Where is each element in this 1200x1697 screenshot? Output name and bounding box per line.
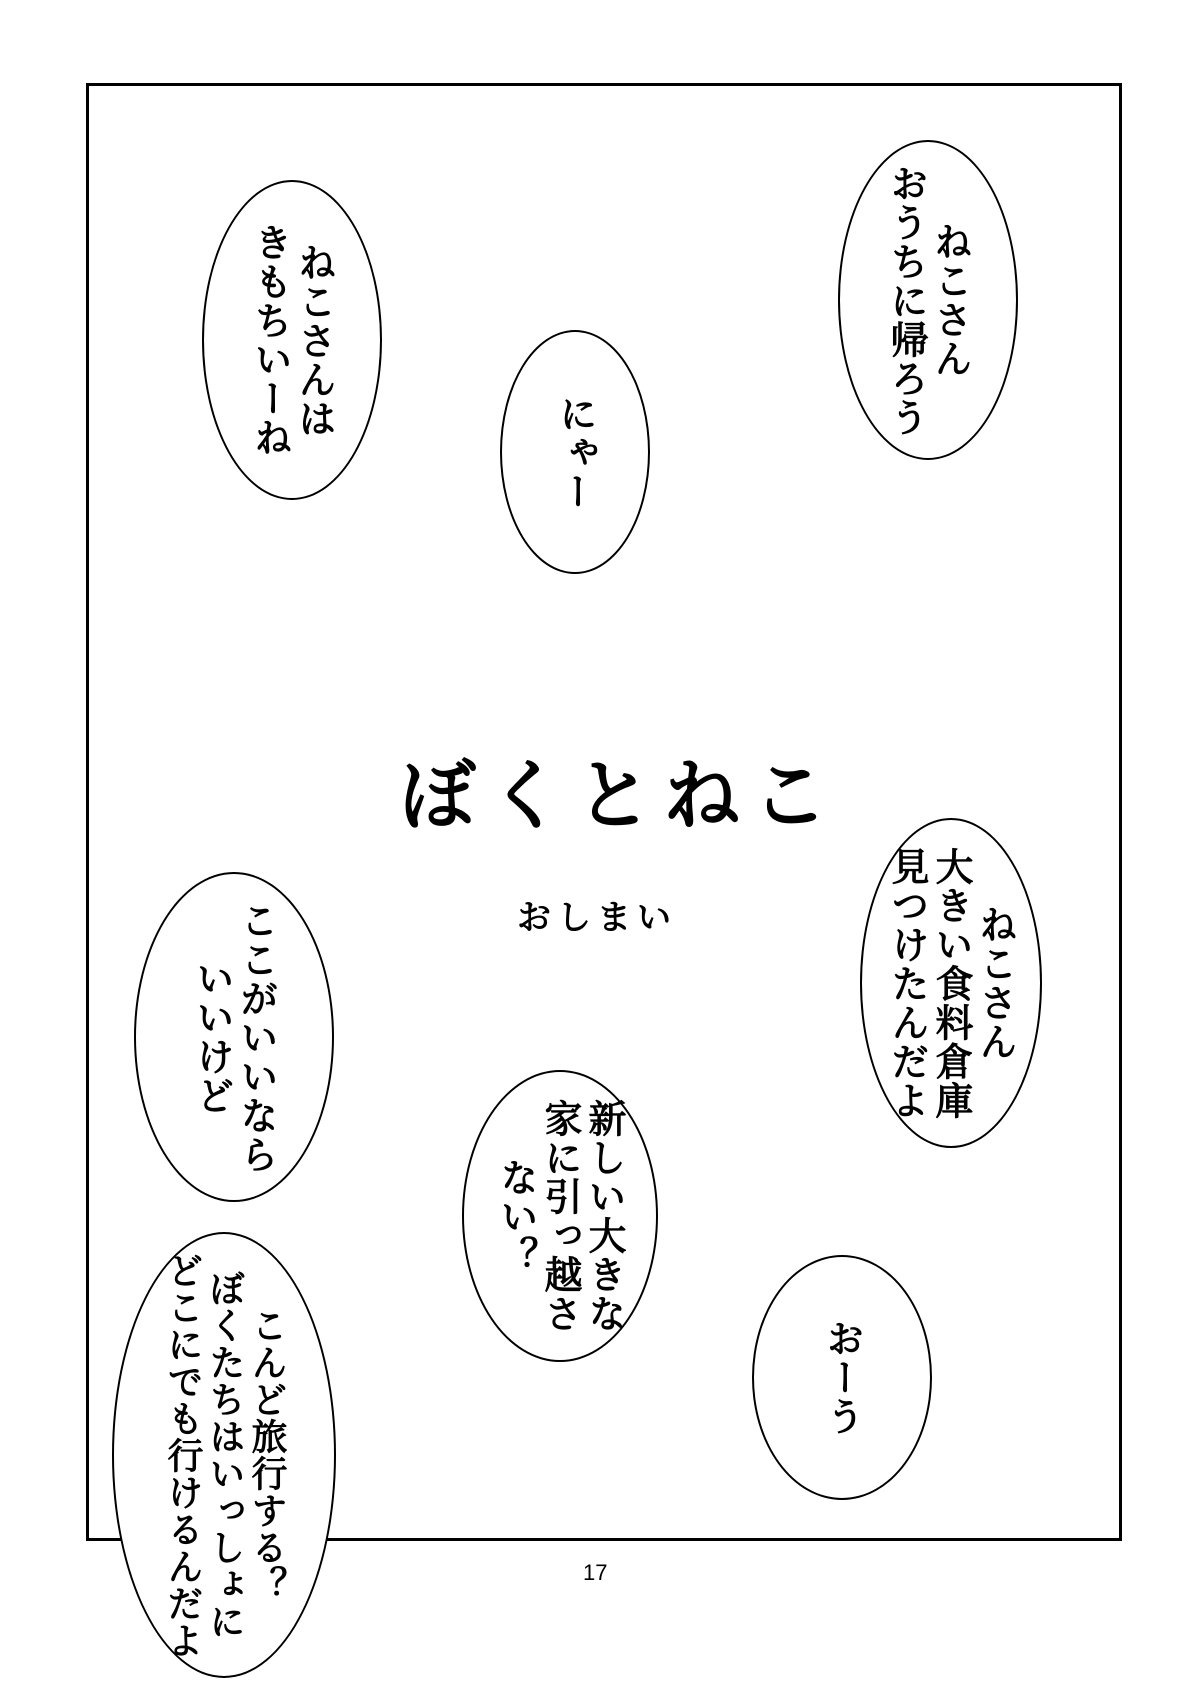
bubble-line: いいけど bbox=[190, 959, 234, 1115]
bubble-line: ぼくたちはいっしょに bbox=[204, 1270, 245, 1640]
bubble-line: おうちに帰ろう bbox=[884, 163, 928, 437]
bubble-line: こんど旅行する？ bbox=[246, 1307, 287, 1603]
page-number: 17 bbox=[583, 1560, 608, 1585]
speech-bubble-8 bbox=[112, 1232, 336, 1678]
speech-bubble-1 bbox=[838, 140, 1018, 460]
story-ending: おしまい bbox=[517, 898, 677, 938]
bubble-line: おーう bbox=[820, 1319, 864, 1436]
bubble-line: 家に引っ越さ bbox=[538, 1099, 582, 1333]
bubble-line: ねこさん bbox=[928, 222, 972, 378]
bubble-line: ねこさんは bbox=[292, 242, 336, 438]
bubble-line: 見つけたんだよ bbox=[885, 846, 929, 1120]
speech-bubble-6 bbox=[462, 1070, 658, 1362]
story-title: ぼくとねこ bbox=[400, 751, 840, 840]
speech-bubble-2 bbox=[202, 180, 382, 500]
bubble-line: ねこさん bbox=[973, 905, 1017, 1061]
bubble-line: ない？ bbox=[494, 1157, 538, 1275]
speech-bubble-3 bbox=[500, 330, 650, 574]
bubble-line: ここがいいなら bbox=[234, 900, 278, 1174]
bubble-line: にゃー bbox=[553, 393, 597, 511]
bubble-line: どこにでも行けるんだよ bbox=[162, 1251, 203, 1659]
speech-bubble-4 bbox=[860, 818, 1042, 1148]
speech-bubble-7 bbox=[752, 1255, 932, 1500]
bubble-line: きもちいーね bbox=[248, 223, 292, 457]
bubble-line: 大きい食料倉庫 bbox=[929, 846, 973, 1120]
bubble-line: 新しい大きな bbox=[582, 1099, 626, 1333]
speech-bubble-5 bbox=[134, 872, 334, 1202]
